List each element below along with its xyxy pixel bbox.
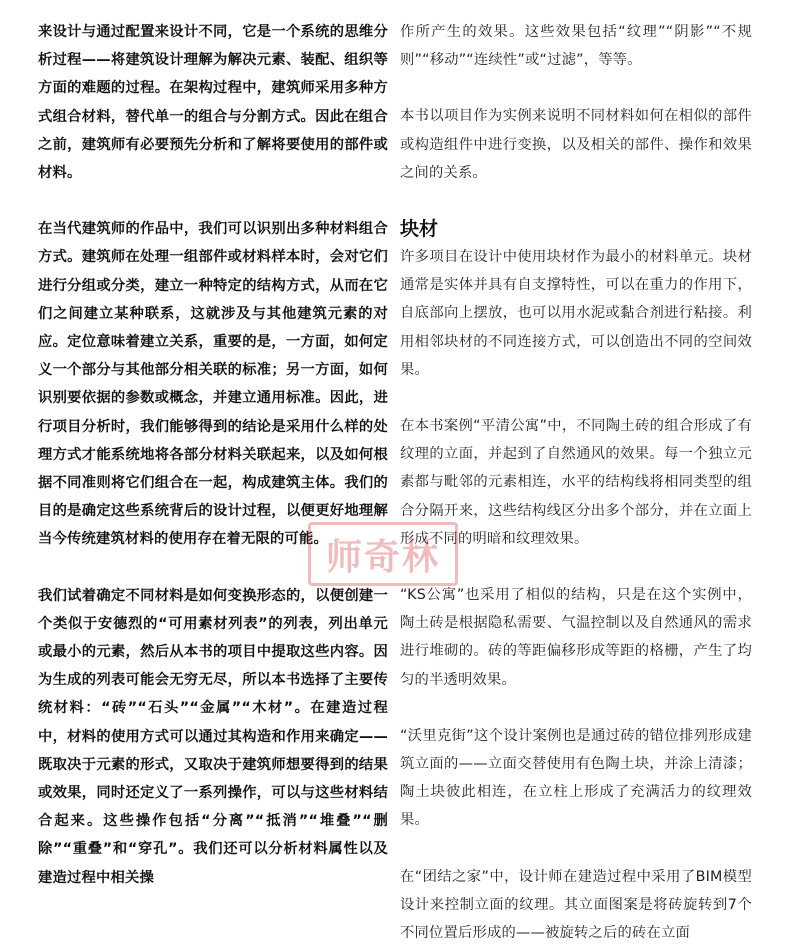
paragraph-gap [400,384,752,412]
right-intro-paragraph-2: 本书以项目作为实例来说明不同材料如何在相似的部件或构造组件中进行变换，以及相关的部件、操作和效果之间的关系。 [400,108,752,181]
right-section-paragraph-2: 在本书案例“平清公寓”中，不同陶土砖的组合形成了有纹理的立面，并起到了自然通风的效果。每一个独立元素都与毗邻的元素相连，水平的结构线将相同类型的组合分隔开来，这些结构线区分出多个部分，并在立面上形成不同的明暗和纹理效果。 [400,418,752,547]
right-section-paragraph-5: 在“团结之家”中，设计师在建造过程中采用了BIM模型设计来控制立面的纹理。其立面图案是将砖旋转到7个不同位置后形成的——被旋转之后的砖在立面 [400,868,752,942]
left-paragraph-3: 我们试着确定不同材料是如何变换形态的，以便创建一个类似于安德烈的“可用素材列表”的列表，列出单元或最小的元素，然后从本书的项目中提取这些内容。因为生成的列表可能会无穷无尽，所以本书选择了主要传统材料：“砖”“石头”“金属”“木材”。在建造过程中，材料的使用方式可以通过其构造和作用来确定——既取决于元素的形式，又取决于建筑师想要得到的结果或效果，同时还定义了一系列操作，可以与这些材料结合起来。这些操作包括“分离”“抵消”“堆叠”“删除”“重叠”和“穿孔”。我们还可以分析材料属性以及建造过程中相关操 [38,587,388,886]
paragraph-gap [38,187,388,215]
watermark-text: 师奇林 [325,536,440,578]
paragraph-gap [400,553,752,581]
section-heading: 块材 [400,218,439,241]
right-section-paragraph-4: “沃里克街”这个设计案例也是通过砖的错位排列形成建筑立面的——立面交替使用有色陶土块，并涂上清漆；陶土块彼此相连，在立柱上形成了充满活力的纹理效果。 [400,727,752,829]
paragraph-gap [400,835,752,863]
right-section-paragraph-1: 许多项目在设计中使用块材作为最小的材料单元。块材通常是实体并具有自支撑特性，可以在重力的作用下，自底部向上摆放，也可以用水泥或黏合剂进行粘接。利用相邻块材的不同连接方式，可以创造出不同的空间效果。 [400,249,752,378]
left-column [38,18,388,892]
paragraph-gap [400,694,752,722]
paragraph-gap [38,554,388,582]
paragraph-gap [400,74,752,102]
left-paragraph-1: 来设计与通过配置来设计不同，它是一个系统的思维分析过程——将建筑设计理解为解决元素、装配、组织等方面的难题的过程。在架构过程中，建筑师采用多种方式组合材料，替代单一的组合与分割方式。因此在组合之前，建筑师有必要预先分析和了解将要使用的部件或材料。 [38,24,388,182]
right-column [400,18,752,947]
right-section-paragraph-3: “KS公寓”也采用了相似的结构，只是在这个实例中，陶土砖是根据隐私需要、气温控制以及自然通风的需求进行堆砌的。砖的等距偏移形成等距的格栅，产生了均匀的半透明效果。 [400,587,752,688]
left-paragraph-2: 在当代建筑师的作品中，我们可以识别出多种材料组合方式。建筑师在处理一组部件或材料样本时，会对它们进行分组或分类，建立一种特定的结构方式，从而在它们之间建立某种联系，这就涉及与其他建筑元素的对应。定位意味着建立关系，重要的是，一方面，如何定义一个部分与其他部分相关联的标准；另一方面，如何识别要依据的参数或概念，并建立通用标准。因此，进行项目分析时，我们能够得到的结论是采用什么样的处理方式才能系统地将各部分材料关联起来，以及如何根据不同准则将它们组合在一起，构成建筑主体。我们的目的是确定这些系统背后的设计过程，以便更好地理解当今传统建筑材料的使用存在着无限的可能。 [38,221,388,548]
right-intro-paragraph-1: 作所产生的效果。这些效果包括“纹理”“阴影”“不规则”“移动”“连续性”或“过滤”，等等。 [400,24,752,69]
paragraph-gap [400,187,752,215]
